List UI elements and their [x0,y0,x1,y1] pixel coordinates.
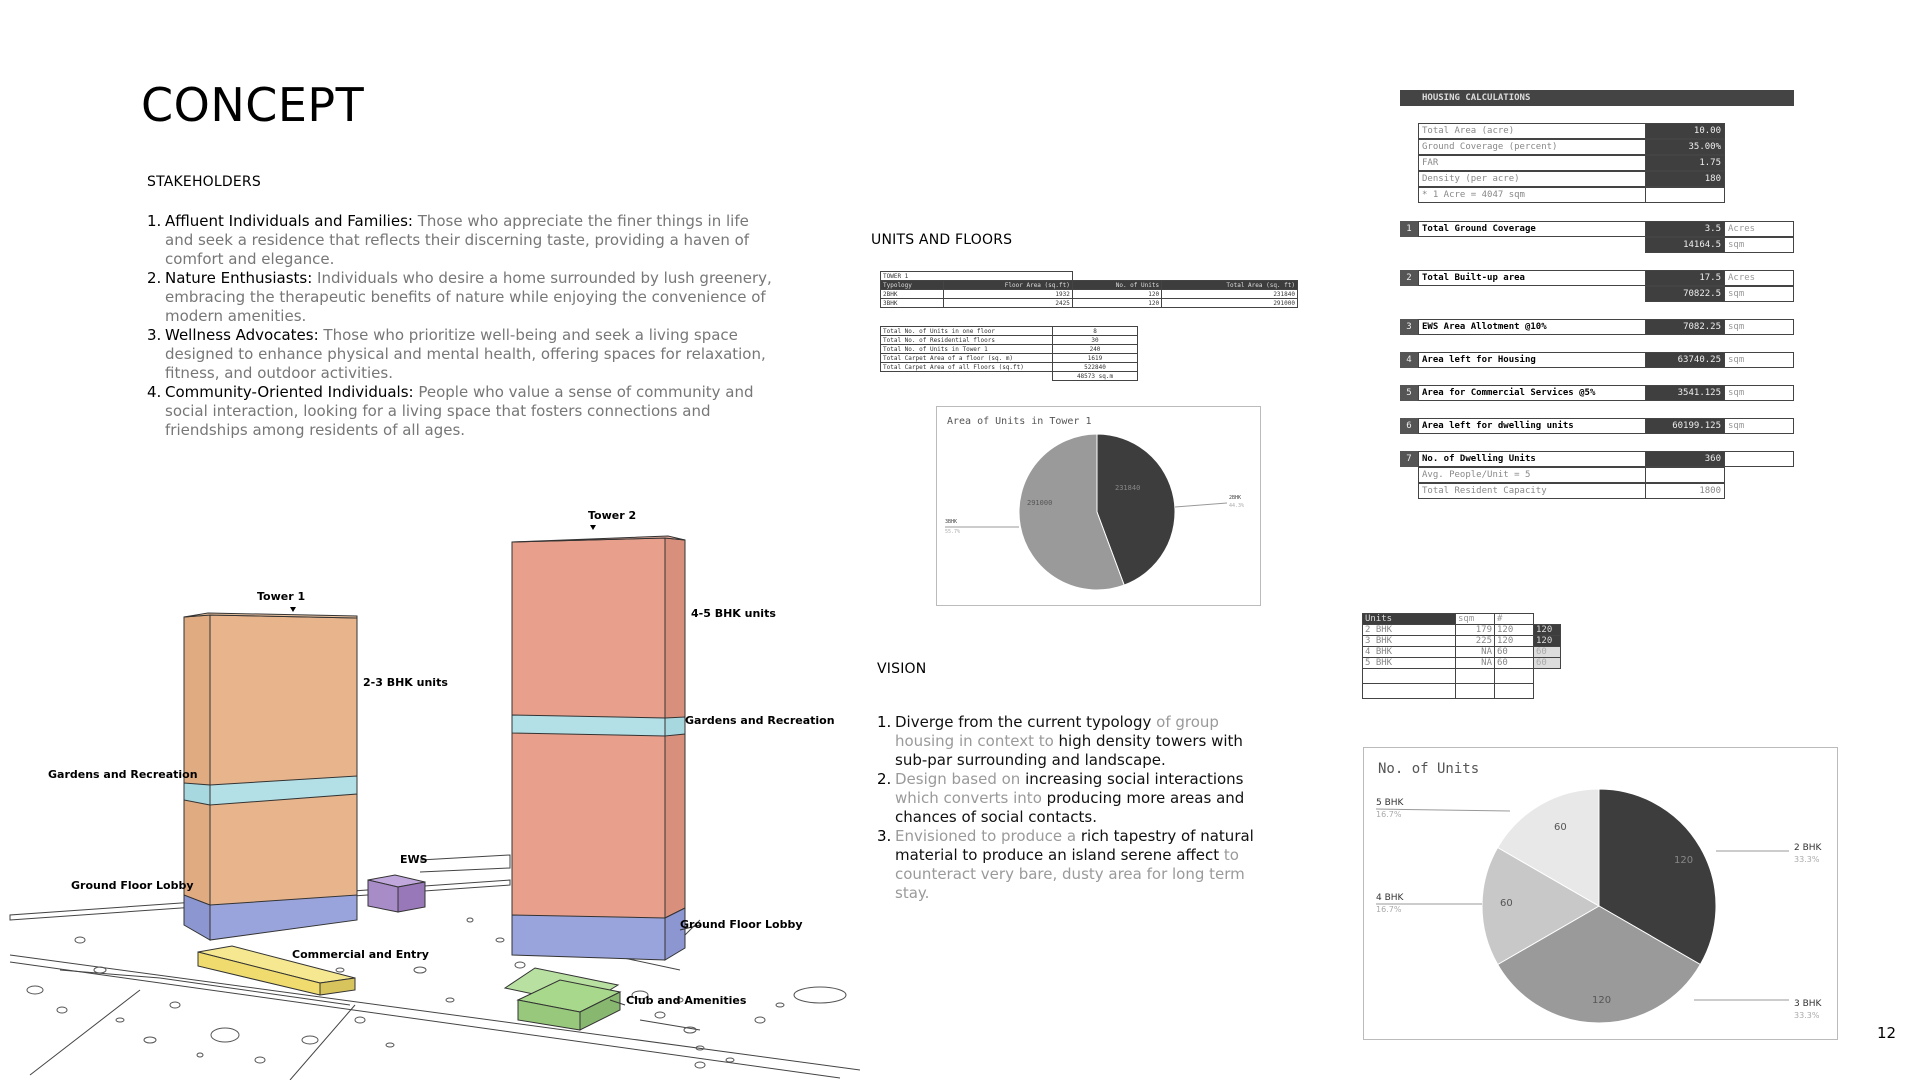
pie2-percent-label: 33.3% [1794,1011,1820,1020]
units-table-cell: 120 [1534,636,1561,647]
tower1-massing [184,613,357,940]
calc-item-value: 7082.25 [1645,319,1725,335]
units-table-cell: 120 [1534,625,1561,636]
stakeholder-number: 4. [147,383,162,401]
calc-item-number: 4 [1400,352,1418,368]
stakeholder-text: Those who appreciate the finer things in life and seek a residence that reflects their discerning taste, providing a haven of comfort and elegance. [165,212,750,268]
table-cell: 231840 [1162,290,1298,299]
units-table-cell: 3 BHK [1363,636,1456,647]
vision-item [877,770,1272,827]
pie2-category-label: 5 BHK [1376,798,1404,808]
units-pie-chart [1363,747,1838,1040]
table-cell: 2425 [943,299,1072,308]
calc-item-value: 17.5 [1645,270,1725,286]
stakeholder-text: Individuals who desire a home surrounded by lush greenery, embracing the therapeutic benefits of nature while enjoying the convenience of modern amenities. [165,269,772,325]
calc-item-label: Total Ground Coverage [1418,221,1646,237]
stakeholder-lead: Community-Oriented Individuals: [165,383,414,401]
club-label: Club and Amenities [626,994,747,1007]
units-table-row [1363,658,1561,669]
vision-text-part: Diverge from the current typology [895,713,1152,731]
table-header-row [881,281,1298,290]
units-floors-table [880,271,1298,308]
tower2-massing [512,536,685,960]
stakeholder-lead: Affluent Individuals and Families: [165,212,413,230]
vision-text-part: rich tapestry of natural material to produce an island serene affect [895,827,1254,864]
calc-item-label: Area left for dwelling units [1418,418,1646,434]
people-per-unit: Avg. People/Unit = 5 [1418,467,1646,483]
units-table-cell: 120 [1495,636,1534,647]
calc-item-value: 70822.5 [1645,286,1725,302]
table-header-cell: No. of Units [1072,281,1161,290]
resident-capacity-value: 1800 [1645,483,1725,499]
pie2-value-label: 120 [1592,995,1612,1006]
calc-param-label: * 1 Acre = 4047 sqm [1418,187,1646,203]
units-table-cell: 4 BHK [1363,647,1456,658]
stakeholders-heading: STAKEHOLDERS [147,174,261,190]
summary-value: 8 [1053,327,1138,336]
resident-capacity-label: Total Resident Capacity [1418,483,1646,499]
stakeholder-lead: Wellness Advocates: [165,326,319,344]
calc-param-label: Total Area (acre) [1418,123,1646,139]
units-table-row [1363,647,1561,658]
summary-row [881,354,1138,363]
vision-number: 1. [877,713,892,731]
vision-heading: VISION [877,661,927,677]
tower2-marker [590,525,596,530]
vision-text-part: which converts into [895,789,1047,807]
calc-item-label: Total Built-up area [1418,270,1646,286]
stakeholder-item [147,383,777,440]
gardens-left-label: Gardens and Recreation [48,768,198,781]
units-table-header [1363,614,1561,625]
table-row [881,299,1298,308]
calc-item-number: 2 [1400,270,1418,286]
calc-param-value: 10.00 [1645,123,1725,139]
summary-label: Total Carpet Area of all Floors (sq.ft) [881,363,1053,372]
gardens-right-label: Gardens and Recreation [685,714,835,727]
page-number: 12 [1877,1024,1897,1042]
calc-item-unit: sqm [1724,418,1794,434]
calc-item-unit: sqm [1724,352,1794,368]
pie1-pct-3bhk: 55.7% [945,529,961,535]
summary-row [881,363,1138,372]
pie1-value-3bhk: 291000 [1027,499,1053,507]
units-table-cell: NA [1456,647,1495,658]
pie2-value-label: 60 [1500,898,1513,909]
table-cell: 120 [1072,299,1161,308]
pie2-percent-label: 16.7% [1376,810,1402,819]
stakeholder-item [147,212,777,269]
summary-label: Total No. of Residential floors [881,336,1053,345]
page-title: CONCEPT [141,78,365,132]
calc-param-value: 180 [1645,171,1725,187]
summary-value: 1619 [1053,354,1138,363]
massing-diagram [0,500,860,1080]
lobby-left-label: Ground Floor Lobby [71,879,194,892]
calc-item-unit [1724,451,1794,467]
units-table-row [1363,625,1561,636]
ews-label: EWS [400,853,428,866]
calc-param-label: Density (per acre) [1418,171,1646,187]
summary-value: 240 [1053,345,1138,354]
vision-text-part: increasing social interactions [1025,770,1244,788]
area-pie-svg [937,407,1260,605]
units-table-cell: 2 BHK [1363,625,1456,636]
table-cell: 1932 [943,290,1072,299]
units-table-header-cell [1534,614,1561,625]
table-cell: 291000 [1162,299,1298,308]
tower1-label: Tower 1 [257,590,306,603]
units-table-header-cell: Units [1363,614,1456,625]
calc-item-unit: sqm [1724,286,1794,302]
vision-number: 3. [877,827,892,845]
stakeholder-item [147,326,777,383]
table-cell: 2BHK [881,290,944,299]
calc-item-unit: sqm [1724,237,1794,253]
calc-item-unit: sqm [1724,319,1794,335]
summary-value: 30 [1053,336,1138,345]
table-header-cell: Typology [881,281,944,290]
stakeholder-lead: Nature Enthusiasts: [165,269,313,287]
pie2-category-label: 2 BHK [1794,843,1822,853]
calc-item-number: 1 [1400,221,1418,237]
calc-param-value [1645,187,1725,203]
tower1-marker [290,607,296,612]
commercial-label: Commercial and Entry [292,948,429,961]
calc-param-value: 35.00% [1645,139,1725,155]
vision-number: 2. [877,770,892,788]
vision-item [877,713,1272,770]
pie1-pct-2bhk: 44.3% [1229,503,1245,509]
units-table-cell: 179 [1456,625,1495,636]
pie2-value-label: 60 [1554,822,1567,833]
calc-item-label: No. of Dwelling Units [1418,451,1646,467]
pie1-cat-3bhk: 3BHK [945,519,958,525]
pie2-percent-label: 33.3% [1794,855,1820,864]
units-45-label: 4-5 BHK units [691,607,776,620]
units-floors-heading: UNITS AND FLOORS [871,232,1013,248]
pie1-leader-2bhk [1175,503,1227,507]
calc-item-label: EWS Area Allotment @10% [1418,319,1646,335]
units-23-label: 2-3 BHK units [363,676,448,689]
units-table-cell: 60 [1495,658,1534,669]
area-pie-title: Area of Units in Tower 1 [947,416,1092,427]
stakeholder-text: People who value a sense of community and social interaction, looking for a living space that fosters connections and friendships among residents of all ages. [165,383,754,439]
calc-item-label: Area for Commercial Services @5% [1418,385,1646,401]
pie2-value-label: 120 [1674,855,1694,866]
calc-item-number: 3 [1400,319,1418,335]
table-header-cell: Total Area (sq. ft) [1162,281,1298,290]
stakeholder-number: 2. [147,269,162,287]
calc-item-unit: sqm [1724,385,1794,401]
units-table-cell: 5 BHK [1363,658,1456,669]
calc-item-number: 7 [1400,451,1418,467]
table-row [881,290,1298,299]
units-table-cell: 60 [1534,658,1561,669]
units-pie-title: No. of Units [1378,761,1480,777]
units-summary-table [880,326,1138,381]
calc-item-value: 3541.125 [1645,385,1725,401]
units-table-empty-row [1363,669,1561,684]
units-count-table [1362,613,1561,699]
units-table-cell: 225 [1456,636,1495,647]
summary-value: 48573 sq.m [1053,372,1138,381]
summary-row [881,336,1138,345]
vision-item [877,827,1272,903]
units-table-header-cell: sqm [1456,614,1495,625]
units-table-header-cell: # [1495,614,1534,625]
tower2-label: Tower 2 [588,509,637,522]
summary-label: Total Carpet Area of a floor (sq. m) [881,354,1053,363]
calc-item-label: Area left for Housing [1418,352,1646,368]
calc-item-unit: Acres [1724,221,1794,237]
vision-text-part: Design based on [895,770,1026,788]
calc-item-value: 60199.125 [1645,418,1725,434]
summary-row [881,327,1138,336]
stakeholders-list [147,212,777,440]
table-cell: 3BHK [881,299,944,308]
calc-param-label: Ground Coverage (percent) [1418,139,1646,155]
site-trees [27,918,846,1068]
calc-item-value: 14164.5 [1645,237,1725,253]
summary-row [881,372,1138,381]
stakeholder-number: 3. [147,326,162,344]
calc-item-number: 5 [1400,385,1418,401]
ews-block [368,875,425,912]
units-pie-svg [1364,748,1837,1039]
pie2-category-label: 4 BHK [1376,893,1404,903]
table-cell: 120 [1072,290,1161,299]
lobby-right-label: Ground Floor Lobby [680,918,803,931]
vision-text-part: high density towers with sub-par surrounding and landscape. [895,732,1243,769]
summary-label: Total No. of Units in one floor [881,327,1053,336]
units-table-empty-row [1363,684,1561,699]
calc-item-number: 6 [1400,418,1418,434]
vision-text-part: to counteract very bare, dusty area for long term stay. [895,846,1245,902]
units-table-row [1363,636,1561,647]
units-table-cell: 60 [1534,647,1561,658]
vision-list [877,713,1272,903]
calc-item-value: 63740.25 [1645,352,1725,368]
housing-calc-heading: HOUSING CALCULATIONS [1400,90,1794,106]
area-pie-chart [936,406,1261,606]
vision-text-part: producing more areas and chances of social contacts. [895,789,1245,826]
calc-item-value: 3.5 [1645,221,1725,237]
pie1-cat-2bhk: 2BHK [1229,495,1242,501]
stakeholder-number: 1. [147,212,162,230]
vision-text-part: of group housing in context to [895,713,1219,750]
pie2-percent-label: 16.7% [1376,905,1402,914]
pie2-category-label: 3 BHK [1794,999,1822,1009]
pie1-value-2bhk: 231840 [1115,484,1141,492]
tower-label-row [881,272,1298,281]
calc-item-value: 360 [1645,451,1725,467]
people-per-unit-value [1645,467,1725,483]
table-header-cell: Floor Area (sq.ft) [943,281,1072,290]
units-table-cell: NA [1456,658,1495,669]
tower-label: TOWER 1 [881,272,1073,281]
vision-text-part: Envisioned to produce a [895,827,1081,845]
units-table-cell: 120 [1495,625,1534,636]
summary-label: Total No. of Units in Tower 1 [881,345,1053,354]
calc-param-value: 1.75 [1645,155,1725,171]
summary-row [881,345,1138,354]
stakeholder-text: Those who prioritize well-being and seek a living space designed to enhance physical and mental health, offering spaces for relaxation, fitness, and outdoor activities. [165,326,766,382]
summary-value: 522840 [1053,363,1138,372]
stakeholder-item [147,269,777,326]
club-block [505,968,620,1030]
units-table-cell: 60 [1495,647,1534,658]
calc-param-label: FAR [1418,155,1646,171]
summary-label [881,372,1053,381]
calc-item-unit: Acres [1724,270,1794,286]
